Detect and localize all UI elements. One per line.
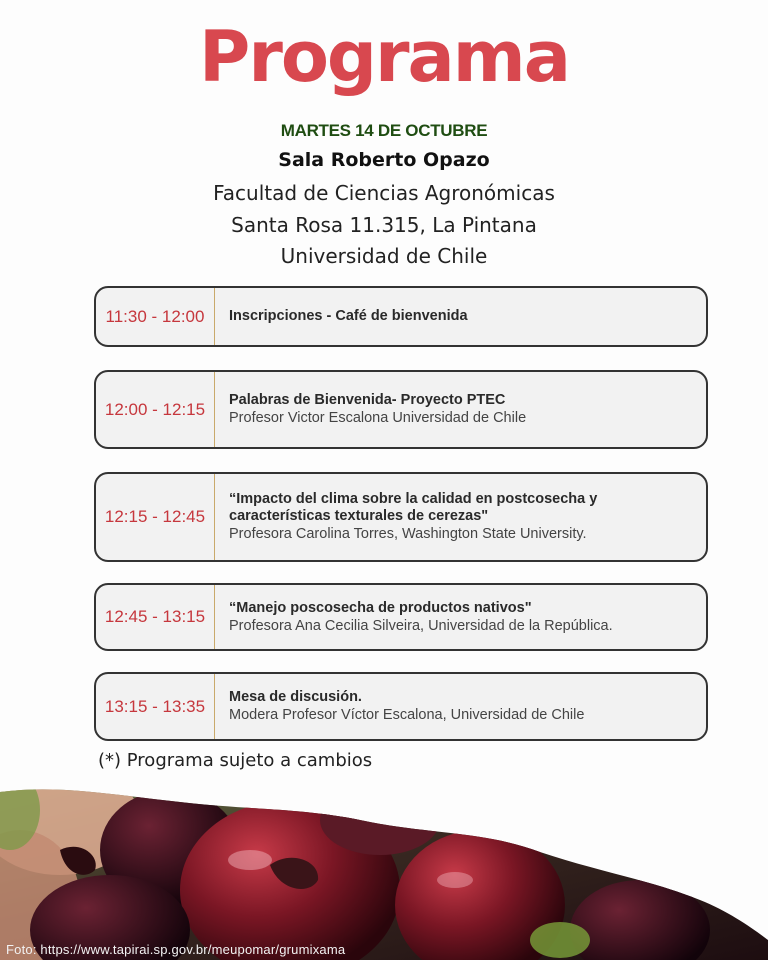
- schedule-row: [94, 672, 708, 741]
- address-street: Santa Rosa 11.315, La Pintana: [231, 213, 537, 237]
- page-title: Programa: [199, 16, 569, 98]
- schedule-title-line-2: características texturales de cerezas": [229, 508, 489, 524]
- schedule-row: [94, 286, 708, 347]
- schedule-time: 12:00 - 12:15: [96, 372, 215, 447]
- schedule-speaker: Profesora Carolina Torres, Washington State University.: [229, 526, 587, 542]
- schedule-info: [215, 689, 594, 724]
- address-faculty: Facultad de Ciencias Agronómicas: [213, 181, 555, 205]
- schedule-speaker: Profesor Victor Escalona Universidad de Chile: [229, 410, 527, 426]
- schedule-time: 12:45 - 13:15: [96, 585, 215, 649]
- schedule-speaker: Modera Profesor Víctor Escalona, Universidad de Chile: [229, 707, 585, 723]
- schedule-time: 11:30 - 12:00: [96, 288, 215, 345]
- event-room: Sala Roberto Opazo: [278, 149, 490, 171]
- schedule-info: [215, 491, 607, 543]
- schedule-title: Inscripciones - Café de bienvenida: [229, 308, 468, 324]
- schedule-title: Palabras de Bienvenida- Proyecto PTEC: [229, 392, 506, 408]
- event-date: MARTES 14 DE OCTUBRE: [280, 121, 488, 140]
- schedule-row: [94, 370, 708, 449]
- schedule-title-line-1: “Impacto del clima sobre la calidad en postcosecha y: [229, 491, 598, 507]
- schedule-title: “Manejo poscosecha de productos nativos": [229, 599, 532, 616]
- disclaimer-note: (*) Programa sujeto a cambios: [98, 750, 373, 771]
- schedule-info: [215, 392, 536, 427]
- cherries-photo: [0, 780, 768, 960]
- schedule-time: 12:15 - 12:45: [96, 474, 215, 560]
- schedule-row: [94, 583, 708, 651]
- schedule-speaker: Profesora Ana Cecilia Silveira, Universidad de la República.: [229, 617, 613, 634]
- schedule-info: [215, 308, 478, 325]
- address-university: Universidad de Chile: [280, 244, 488, 268]
- schedule-row: [94, 472, 708, 562]
- schedule-info: [215, 600, 623, 635]
- photo-credit: Foto: https://www.tapirai.sp.gov.br/meupomar/grumixama: [6, 942, 346, 957]
- schedule-time: 13:15 - 13:35: [96, 674, 215, 739]
- schedule-title: Mesa de discusión.: [229, 689, 362, 705]
